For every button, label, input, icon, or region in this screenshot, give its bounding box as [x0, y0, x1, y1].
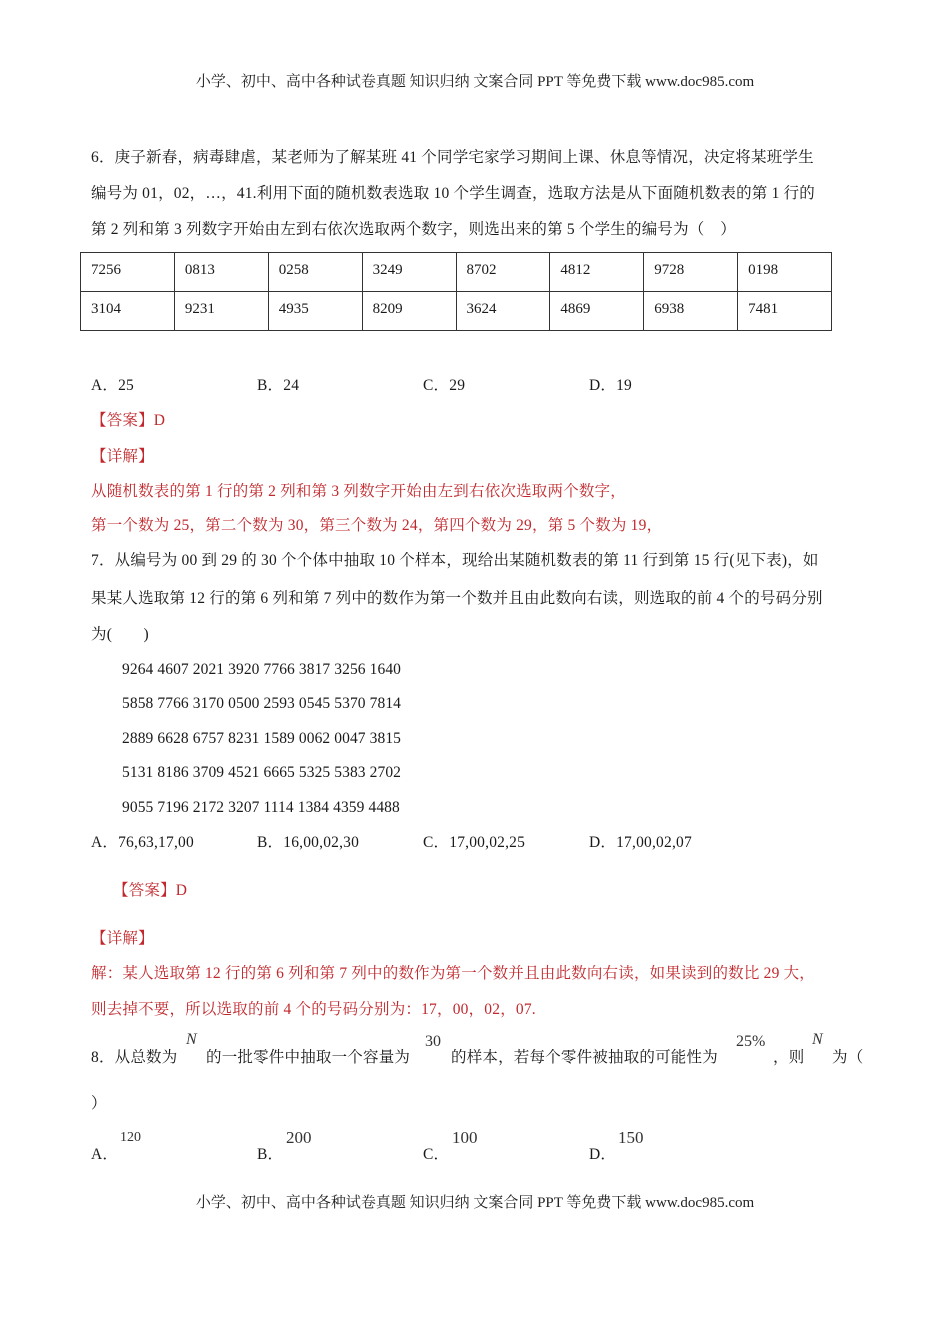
q8-text-part-1: 8．从总数为 [91, 1049, 178, 1066]
table-cell: 7481 [738, 292, 832, 331]
q8-option-c-label: C． [423, 1146, 450, 1163]
random-table-row-15: 9055 7196 2172 3207 1114 1384 4359 4488 [122, 799, 400, 816]
q8-option-c-value: 100 [452, 1128, 478, 1147]
q6-text-line-1: 6．庚子新春，病毒肆虐，某老师为了解某班 41 个同学宅家学习期间上课、休息等情况，决定将某班学生 [91, 149, 814, 166]
q6-option-c: C．29 [423, 377, 466, 394]
page-footer-banner: 小学、初中、高中各种试卷真题 知识归纳 文案合同 PPT 等免费下载 www.doc985.com [195, 1195, 755, 1211]
table-cell: 8209 [362, 292, 456, 331]
q8-option-b-value: 200 [286, 1128, 312, 1147]
q7-answer: 【答案】D [113, 882, 188, 899]
q8-text-line-2: ） [91, 1095, 107, 1112]
q6-option-a: A．25 [91, 377, 134, 394]
table-cell: 9728 [644, 253, 738, 292]
q6-answer: 【答案】D [91, 412, 166, 429]
q6-option-d: D．19 [589, 377, 632, 394]
q8-math-25pct: 25% [736, 1033, 766, 1050]
table-cell: 0258 [268, 253, 362, 292]
table-cell: 9231 [174, 292, 268, 331]
q7-option-a: A．76,63,17,00 [91, 834, 194, 851]
table-cell: 8702 [456, 253, 550, 292]
table-cell: 0813 [174, 253, 268, 292]
q7-text-line-3: 为( ) [91, 626, 149, 643]
q6-detail-line-2: 第一个数为 25，第二个数为 30，第三个数为 24，第四个数为 29，第 5 个数为 19， [91, 517, 663, 534]
table-cell: 7256 [81, 253, 175, 292]
q7-detail-line-1: 解：某人选取第 12 行的第 6 列和第 7 列中的数作为第一个数并且由此数向右读，如果读到的数比 29 大， [91, 965, 816, 982]
q8-option-a-value: 120 [120, 1130, 141, 1145]
q7-text-line-2: 果某人选取第 12 行的第 6 列和第 7 列中的数作为第一个数并且由此数向右读，则选取的前 4 个的号码分别 [91, 590, 823, 607]
q7-detail-line-2: 则去掉不要，所以选取的前 4 个的号码分别为：17，00，02，07. [91, 1001, 536, 1018]
q6-detail-label: 【详解】 [91, 448, 154, 465]
q7-detail-label: 【详解】 [91, 930, 154, 947]
q8-option-a-label: A． [91, 1146, 119, 1163]
q7-text-line-1: 7．从编号为 00 到 29 的 30 个个体中抽取 10 个样本，现给出某随机数表的第 11 行到第 15 行(见下表)，如 [91, 552, 819, 569]
random-table-row-14: 5131 8186 3709 4521 6665 5325 5383 2702 [122, 764, 402, 781]
table-cell: 3624 [456, 292, 550, 331]
table-cell: 4935 [268, 292, 362, 331]
random-table-row-11: 9264 4607 2021 3920 7766 3817 3256 1640 [122, 661, 402, 678]
q6-detail-line-1: 从随机数表的第 1 行的第 2 列和第 3 列数字开始由左到右依次选取两个数字， [91, 483, 627, 500]
q7-option-c: C．17,00,02,25 [423, 834, 526, 851]
page-header-banner: 小学、初中、高中各种试卷真题 知识归纳 文案合同 PPT 等免费下载 www.doc985.com [195, 74, 755, 90]
q8-option-d-label: D． [589, 1146, 617, 1163]
q8-math-30: 30 [425, 1033, 441, 1050]
q7-option-d: D．17,00,02,07 [589, 834, 692, 851]
table-cell: 4812 [550, 253, 644, 292]
q6-text-line-2: 编号为 01，02，…，41.利用下面的随机数表选取 10 个学生调查，选取方法是从下面随机数表的第 1 行的 [91, 185, 816, 202]
random-table-row-12: 5858 7766 3170 0500 2593 0545 5370 7814 [122, 695, 402, 712]
random-table-row-13: 2889 6628 6757 8231 1589 0062 0047 3815 [122, 730, 402, 747]
table-cell: 3249 [362, 253, 456, 292]
table-cell: 4869 [550, 292, 644, 331]
q8-option-d-value: 150 [618, 1128, 644, 1147]
q8-text-part-5: 为（ [832, 1049, 864, 1066]
q8-text-part-3: 的样本，若每个零件被抽取的可能性为 [451, 1049, 718, 1066]
table-row [81, 253, 832, 292]
q8-option-b-label: B． [257, 1146, 284, 1163]
random-number-table [80, 252, 832, 331]
table-cell: 3104 [81, 292, 175, 331]
table-cell: 6938 [644, 292, 738, 331]
q6-option-b: B．24 [257, 377, 300, 394]
q8-text-part-4: ，则 [773, 1049, 805, 1066]
q8-text-part-2: 的一批零件中抽取一个容量为 [206, 1049, 411, 1066]
q6-text-line-3: 第 2 列和第 3 列数字开始由左到右依次选取两个数字，则选出来的第 5 个学生的编号为（ ） [91, 221, 736, 238]
q8-math-n-2: N [812, 1031, 823, 1048]
table-cell: 0198 [738, 253, 832, 292]
q8-math-n: N [186, 1031, 197, 1048]
table-row [81, 292, 832, 331]
q7-option-b: B．16,00,02,30 [257, 834, 360, 851]
